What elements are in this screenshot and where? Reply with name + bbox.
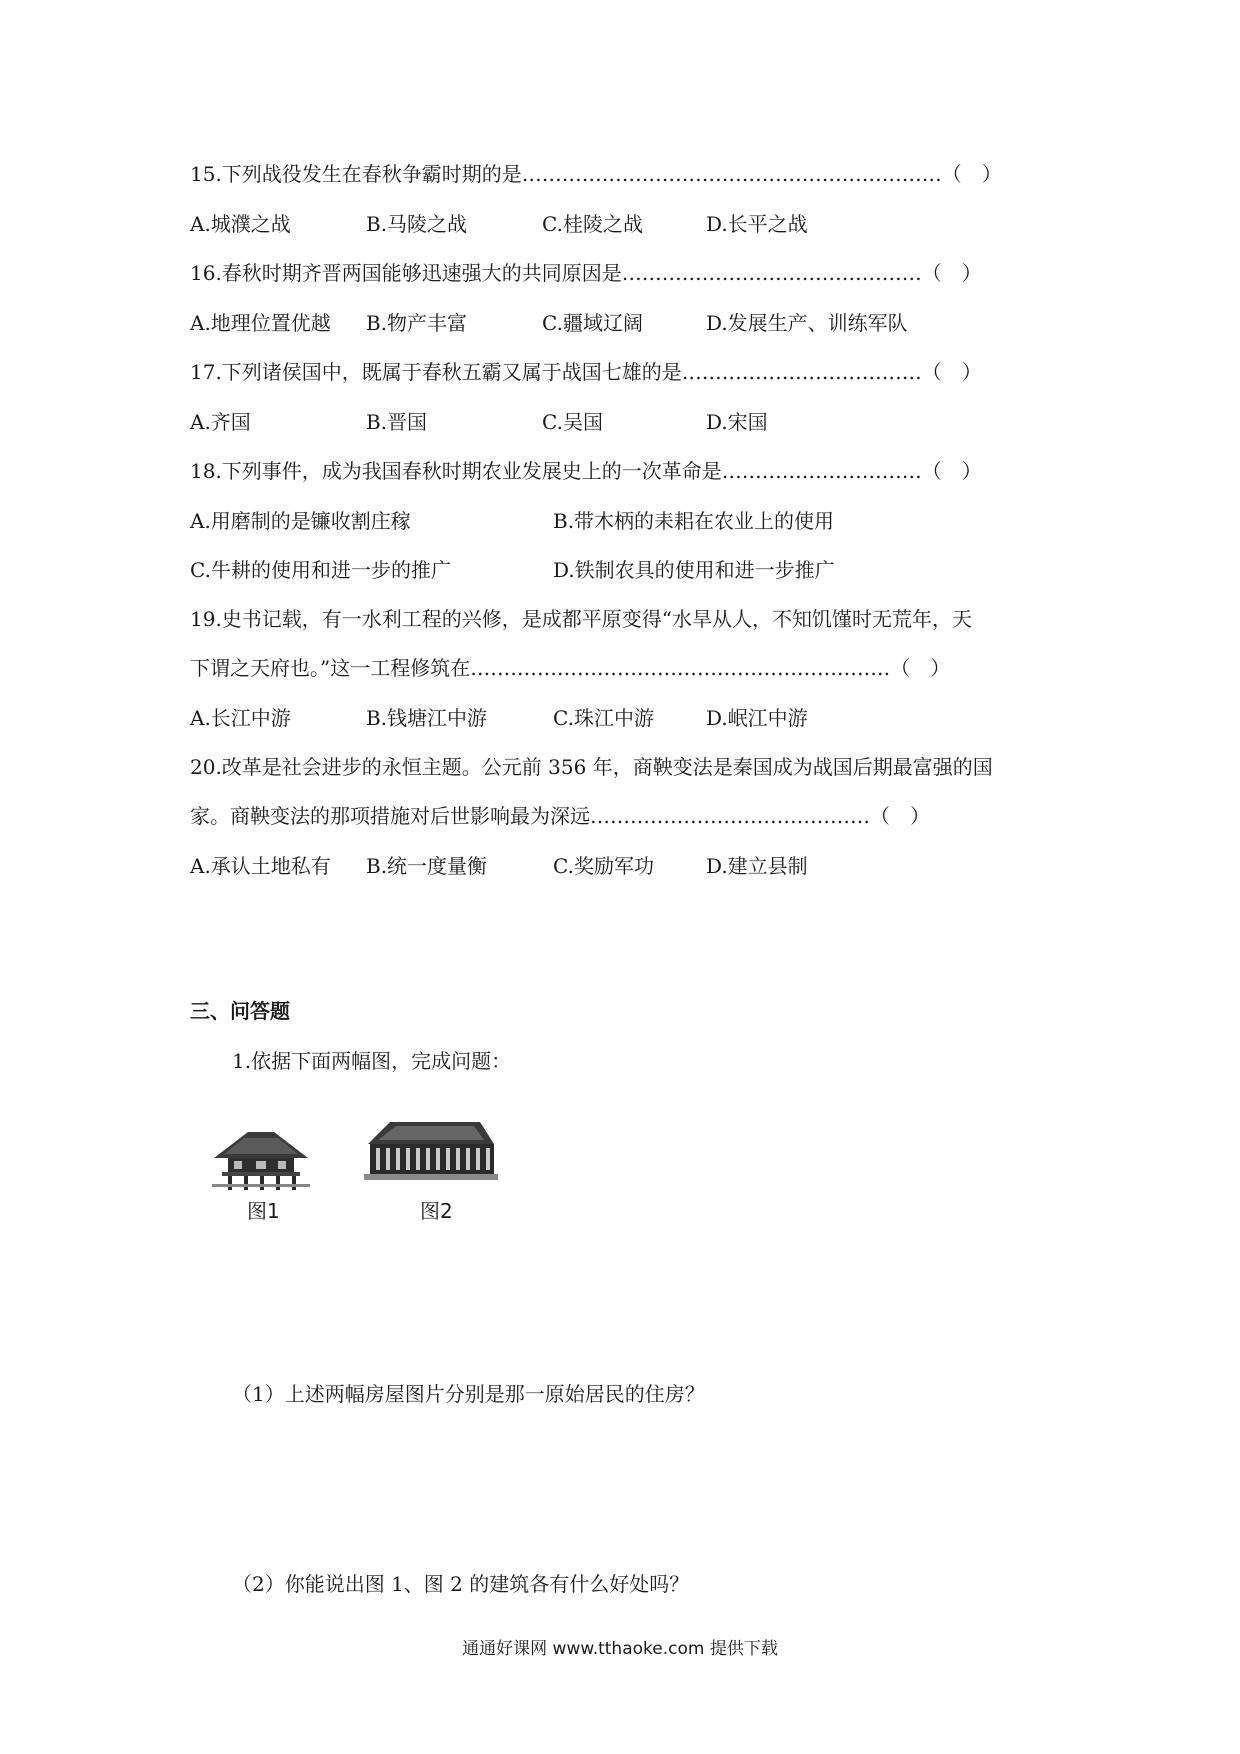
question-18-stem: 18.下列事件，成为我国春秋时期农业发展史上的一次革命是…………………………（ ）	[190, 459, 982, 483]
figure-1-caption: 图1	[247, 1199, 280, 1223]
question-16-stem: 16.春秋时期齐晋两国能够迅速强大的共同原因是………………………………………（ ）	[190, 261, 982, 285]
question-18-option-b: B.带木柄的耒耜在农业上的使用	[553, 509, 835, 533]
question-20-option-d: D.建立县制	[706, 854, 808, 878]
question-18-option-a: A.用磨制的是镰收割庄稼	[190, 509, 411, 533]
question-15-option-b: B.马陵之战	[366, 212, 468, 236]
question-19-option-d: D.岷江中游	[706, 706, 808, 730]
question-17-option-b: B.晋国	[366, 410, 428, 434]
question-17-stem: 17.下列诸侯国中，既属于春秋五霸又属于战国七雄的是………………………………（ ）	[190, 360, 982, 384]
page-footer: 通通好课网 www.tthaoke.com 提供下载	[462, 1639, 778, 1659]
question-18-option-c: C.牛耕的使用和进一步的推广	[190, 558, 451, 582]
question-15-stem: 15.下列战役发生在春秋争霸时期的是………………………………………………………（ ）	[190, 162, 1002, 186]
question-20-option-b: B.统一度量衡	[366, 854, 488, 878]
question-20-option-c: C.奖励军功	[553, 854, 654, 878]
question-15-option-c: C.桂陵之战	[542, 212, 643, 236]
figure-2-semi-subterranean-house-image	[360, 1118, 500, 1184]
section-3-title: 三、问答题	[190, 999, 290, 1023]
question-16-option-b: B.物产丰富	[366, 311, 468, 335]
question-17-option-a: A.齐国	[190, 410, 251, 434]
question-17-option-d: D.宋国	[706, 410, 768, 434]
question-20-stem-line2: 家。商鞅变法的那项措施对后世影响最为深远……………………………………（ ）	[190, 804, 930, 828]
question-15-option-d: D.长平之战	[706, 212, 808, 236]
question-19-option-b: B.钱塘江中游	[366, 706, 488, 730]
question-18-option-d: D.铁制农具的使用和进一步推广	[553, 558, 835, 582]
question-19-option-c: C.珠江中游	[553, 706, 654, 730]
section-3-subquestion-1: （1）上述两幅房屋图片分别是那一原始居民的住房？	[232, 1382, 705, 1406]
question-16-option-c: C.疆域辽阔	[542, 311, 643, 335]
question-19-stem-line1: 19.史书记载，有一水利工程的兴修，是成都平原变得“水旱从人，不知饥馑时无荒年，天	[190, 607, 973, 631]
question-19-option-a: A.长江中游	[190, 706, 291, 730]
figure-1-stilt-house-image	[208, 1128, 314, 1194]
question-20-stem-line1: 20.改革是社会进步的永恒主题。公元前 356 年，商鞅变法是秦国成为战国后期最富强的国	[190, 755, 993, 779]
question-20-option-a: A.承认土地私有	[190, 854, 331, 878]
question-15-option-a: A.城濮之战	[190, 212, 291, 236]
question-16-option-d: D.发展生产、训练军队	[706, 311, 908, 335]
question-17-option-c: C.吴国	[542, 410, 603, 434]
section-3-question-1: 1.依据下面两幅图，完成问题：	[232, 1049, 512, 1073]
section-3-subquestion-2: （2）你能说出图 1、图 2 的建筑各有什么好处吗？	[232, 1572, 690, 1596]
question-16-option-a: A.地理位置优越	[190, 311, 331, 335]
figure-2-caption: 图2	[420, 1199, 453, 1223]
question-19-stem-line2: 下谓之天府也。”这一工程修筑在………………………………………………………（ ）	[190, 656, 951, 680]
